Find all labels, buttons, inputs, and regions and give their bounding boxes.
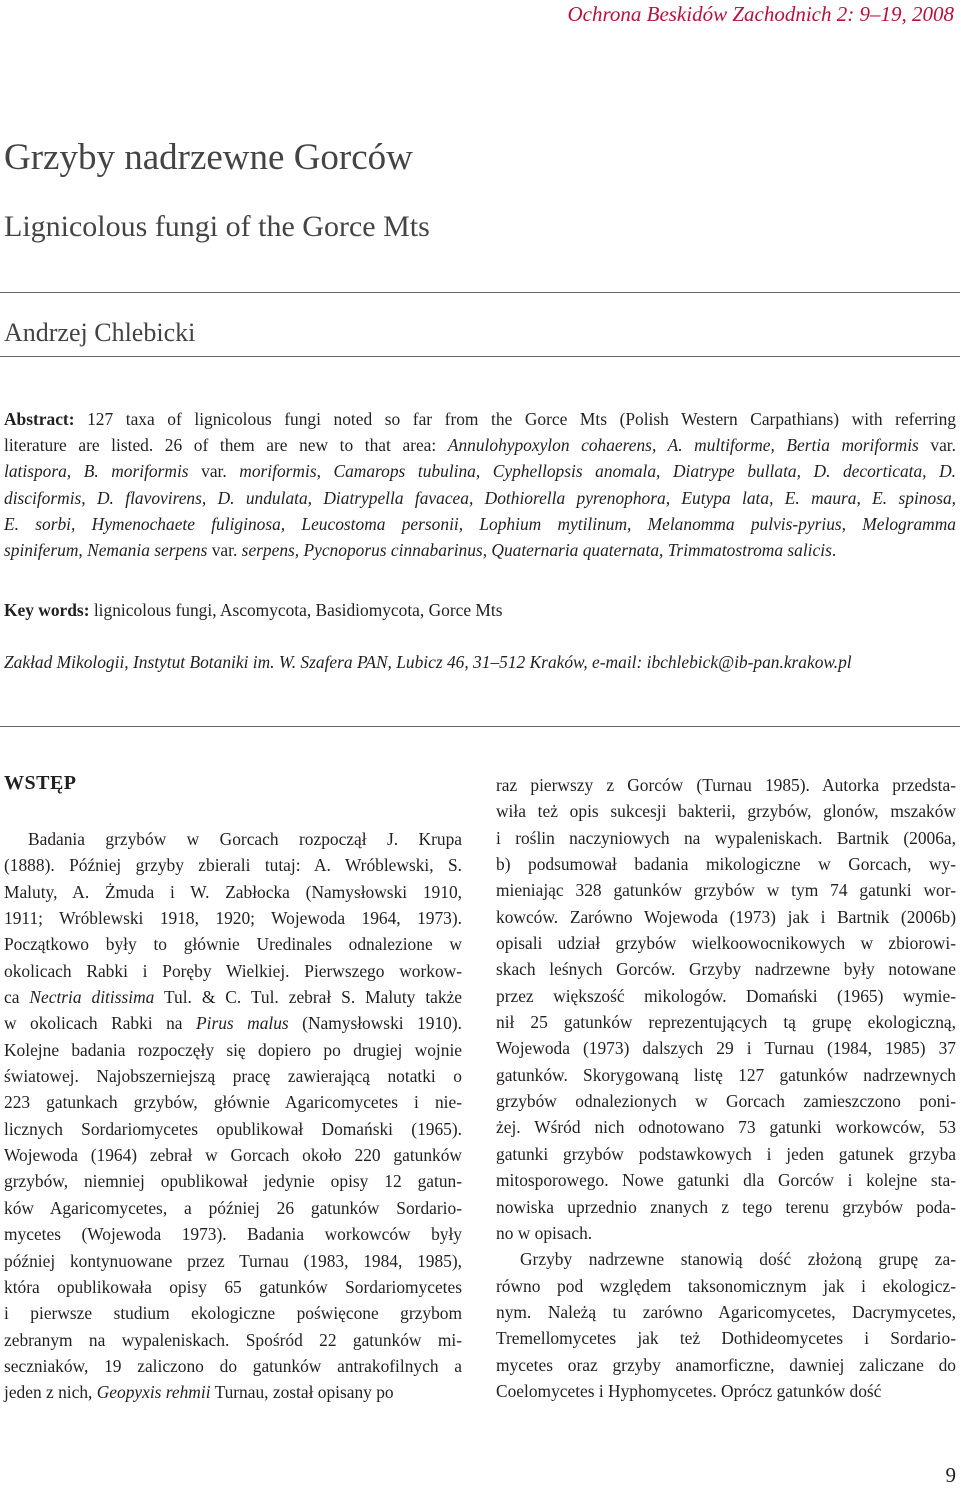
text-line bbox=[4, 1089, 462, 1115]
text-run: Grzyby nadrzewne stanowią dość złożoną grupę za- bbox=[520, 1249, 956, 1270]
text-run: Tremellomycetes jak też Dothideomycetes i Sordario- bbox=[496, 1328, 956, 1349]
text-line bbox=[496, 798, 956, 824]
text-line bbox=[496, 1167, 956, 1193]
text-line bbox=[4, 1327, 462, 1353]
text-line bbox=[496, 983, 956, 1009]
text-line bbox=[4, 826, 462, 852]
text-run: kowców. Zarówno Wojewoda (1973) jak i Bartnik (2006b) bbox=[496, 906, 956, 927]
text-run: Wojewoda (1964) zebrał w Gorcach około 220 gatunków bbox=[4, 1145, 462, 1166]
text-line bbox=[4, 931, 462, 957]
text-line bbox=[4, 432, 956, 458]
text-run: Kolejne badania rozpoczęły się dopiero po drugiej wojnie bbox=[4, 1039, 462, 1060]
keywords-text: lignicolous fungi, Ascomycota, Basidiomycota, Gorce Mts bbox=[89, 600, 503, 620]
text-run: wiła też opis sukcesji bakterii, grzybów, glonów, mszaków bbox=[496, 801, 956, 822]
text-line bbox=[4, 958, 462, 984]
text-line bbox=[496, 1299, 956, 1325]
text-run: mycetes oraz grzyby anamorficzne, dawniej zaliczane do bbox=[496, 1354, 956, 1375]
body-column-right bbox=[496, 772, 956, 1404]
text-run: var. bbox=[188, 461, 240, 482]
text-run: var. bbox=[918, 435, 956, 456]
text-run: . bbox=[831, 539, 837, 560]
abstract-label: Abstract: bbox=[4, 409, 75, 429]
title-english: Lignicolous fungi of the Gorce Mts bbox=[4, 210, 430, 243]
italic-taxon: spiniferum, Nemania serpens bbox=[4, 539, 208, 560]
text-line bbox=[496, 930, 956, 956]
text-run: mieniając 328 gatunków grzybów w tym 74 gatunki wor- bbox=[496, 880, 956, 901]
text-line bbox=[496, 1273, 956, 1299]
italic-taxon: sorbi, Hymenochaete fuliginosa, Leucostoma personii, Lophium mytilinum, Melanomma pulvis-pyrius, Melogramma bbox=[18, 513, 956, 534]
text-run: gatunki grzybów podstawkowych i jeden gatunek grzyba bbox=[496, 1143, 956, 1164]
text-line bbox=[496, 1194, 956, 1220]
text-line bbox=[496, 877, 956, 903]
author-name: Andrzej Chlebicki bbox=[4, 318, 196, 347]
affiliation: Zakład Mikologii, Instytut Botaniki im. W. Szafera PAN, Lubicz 46, 31–512 Kraków, e-mail: ibchlebick@ib-pan.krakow.pl bbox=[4, 652, 852, 672]
text-line bbox=[4, 511, 956, 537]
text-run: 1911; Wróblewski 1918, 1920; Wojewoda 1964, 1973). bbox=[4, 908, 462, 929]
text-line bbox=[496, 1378, 956, 1404]
title-polish: Grzyby nadrzewne Gorców bbox=[4, 137, 413, 178]
text-run: gatunków. Skorygowaną listę 127 gatunków nadrzewnych bbox=[496, 1064, 956, 1085]
text-run: zebranym na wypaleniskach. Spośród 22 gatunków mi- bbox=[4, 1329, 462, 1350]
italic-taxon: Geopyxis rehmii bbox=[96, 1382, 211, 1403]
italic-taxon: Nectria ditissima bbox=[29, 987, 155, 1008]
italic-taxon: undulata, Diatrypella favacea, Dothiorella pyrenophora, Eutypa lata, E. maura, E. spinosa, bbox=[234, 487, 956, 508]
text-line bbox=[496, 1009, 956, 1035]
running-head: Ochrona Beskidów Zachodnich 2: 9–19, 2008 bbox=[567, 2, 954, 26]
text-run: mycetes (Wojewoda 1973). Badania workowców były bbox=[4, 1224, 462, 1245]
text-run: literature are listed. 26 of them are new to that area: bbox=[4, 435, 448, 456]
text-run: 223 gatunkach grzybów, głównie Agaricomycetes i nie- bbox=[4, 1092, 462, 1113]
text-run: później kontynuowane przez Turnau (1983, 1984, 1985), bbox=[4, 1250, 462, 1271]
text-line bbox=[496, 1220, 956, 1246]
text-line bbox=[4, 1274, 462, 1300]
section-heading-wstep: WSTĘP bbox=[4, 772, 77, 794]
text-run: i pierwsze studium ekologiczne poświęcone grzybom bbox=[4, 1303, 462, 1324]
divider-top bbox=[0, 292, 960, 293]
text-run: mitosporowego. Nowe gatunki dla Gorców i kolejne sta- bbox=[496, 1170, 956, 1191]
text-line bbox=[4, 1353, 462, 1379]
text-line bbox=[4, 1300, 462, 1326]
text-line bbox=[496, 851, 956, 877]
text-line bbox=[496, 825, 956, 851]
text-line bbox=[4, 537, 956, 563]
text-run: nił 25 gatunków reprezentujących tą grupę ekologiczną, bbox=[496, 1012, 956, 1033]
italic-taxon: serpens, Pycnoporus cinnabarinus, Quaternaria quaternata, Trimmatostroma salicis bbox=[241, 539, 832, 560]
text-line bbox=[4, 1010, 462, 1036]
text-run: grzybów odnalezionych w Gorcach zamieszczono poni- bbox=[496, 1091, 956, 1112]
text-run: raz pierwszy z Gorców (Turnau 1985). Autorka przedsta- bbox=[496, 775, 956, 795]
text-line bbox=[4, 1116, 462, 1142]
text-run: Turnau, został opisany po bbox=[210, 1382, 394, 1403]
text-line bbox=[4, 905, 462, 931]
text-line bbox=[4, 1142, 462, 1168]
text-run: licznych Sordariomycetes opublikował Domański (1965). bbox=[4, 1118, 462, 1139]
text-run: Wojewoda (1973) dalszych 29 i Turnau (1984, 1985) 37 bbox=[496, 1038, 956, 1059]
page-number: 9 bbox=[945, 1463, 956, 1487]
text-run: (Namysłowski 1910). bbox=[288, 1013, 462, 1034]
text-run: Coelomycetes i Hyphomycetes. Oprócz gatunków dość bbox=[496, 1380, 882, 1401]
text-line bbox=[496, 1035, 956, 1061]
text-run: równo pod względem taksonomicznym jak i ekologicz- bbox=[496, 1275, 956, 1296]
text-line bbox=[496, 1114, 956, 1140]
text-line bbox=[496, 1325, 956, 1351]
text-run: 127 taxa of lignicolous fungi noted so far from the Gorce Mts (Polish Western Carpathians) with referring bbox=[74, 409, 956, 429]
text-line bbox=[4, 1037, 462, 1063]
text-run: no w opisach. bbox=[496, 1222, 593, 1243]
text-line bbox=[496, 1141, 956, 1167]
text-line bbox=[4, 1248, 462, 1274]
italic-taxon: Annulohypoxylon cohaerens, A. multiforme, Bertia moriformis bbox=[447, 435, 919, 456]
text-run: var. bbox=[207, 539, 242, 560]
text-run: w okolicach Rabki na bbox=[4, 1013, 196, 1034]
text-run: ca bbox=[4, 987, 30, 1008]
text-line bbox=[4, 1063, 462, 1089]
body-column-left bbox=[4, 826, 462, 1406]
text-run: która opublikowała opisy 65 gatunków Sordariomycetes bbox=[4, 1276, 462, 1297]
text-run: b) podsumował badania mikologiczne w Gorcach, wy- bbox=[496, 854, 956, 875]
italic-taxon: Pirus malus bbox=[195, 1013, 289, 1034]
text-line bbox=[496, 772, 956, 798]
text-run: nowiska uprzednio znanych z tego terenu grzybów poda- bbox=[496, 1196, 956, 1217]
text-run: opisali udział grzybów wielkoowocnikowych w zbiorowi- bbox=[496, 933, 956, 954]
text-line bbox=[4, 485, 956, 511]
text-line bbox=[496, 1246, 956, 1272]
text-run: Początkowo były to głównie Uredinales odnalezione w bbox=[4, 934, 462, 955]
text-line bbox=[496, 1352, 956, 1378]
text-line bbox=[4, 879, 462, 905]
text-run: Maluty, A. Żmuda i W. Zabłocka (Namysłowski 1910, bbox=[4, 881, 462, 902]
text-line bbox=[4, 1168, 462, 1194]
text-line bbox=[496, 1088, 956, 1114]
text-line bbox=[4, 1195, 462, 1221]
text-line bbox=[4, 406, 956, 432]
italic-taxon: E. bbox=[4, 513, 19, 534]
text-run: nym. Należą tu zarówno Agaricomycetes, Dacrymycetes, bbox=[496, 1301, 956, 1322]
text-line bbox=[4, 852, 462, 878]
text-run: jeden z nich, bbox=[4, 1382, 97, 1403]
text-run: Tul. & C. Tul. zebrał S. Maluty także bbox=[154, 987, 463, 1008]
text-line bbox=[4, 1221, 462, 1247]
text-run: seczniaków, 19 zaliczono do gatunków antrakofilnych a bbox=[4, 1355, 462, 1376]
italic-taxon: moriformis, Camarops tubulina, Cyphellopsis anomala, Diatrype bullata, D. decorticata, D. bbox=[239, 461, 956, 482]
text-run: okolicach Rabki i Poręby Wielkiej. Pierwszego workow- bbox=[4, 960, 462, 981]
text-run: i roślin naczyniowych na wypaleniskach. Bartnik (2006a, bbox=[496, 827, 956, 848]
keywords bbox=[4, 597, 502, 623]
text-run: ków Agaricomycetes, a później 26 gatunków Sordario- bbox=[4, 1197, 462, 1218]
keywords-label: Key words: bbox=[4, 600, 90, 620]
text-run: Badania grzybów w Gorcach rozpoczął J. Krupa bbox=[28, 829, 462, 849]
text-run: (1888). Później grzyby zbierali tutaj: A. Wróblewski, S. bbox=[4, 855, 462, 876]
text-line bbox=[496, 956, 956, 982]
abstract bbox=[4, 406, 956, 563]
text-run: skach leśnych Gorców. Grzyby nadrzewne były notowane bbox=[496, 959, 956, 980]
text-run: żej. Wśród nich odnotowano 73 gatunki workowców, 53 bbox=[496, 1117, 956, 1138]
text-run: grzybów, niemniej opublikował jedynie opisy 12 gatun- bbox=[4, 1171, 462, 1192]
italic-taxon: latispora, B. moriformis bbox=[4, 461, 189, 482]
text-run: światowej. Najobszerniejszą pracę zawierającą notatki o bbox=[4, 1066, 462, 1087]
italic-taxon: disciformis, D. flavovirens, D. bbox=[4, 487, 235, 508]
text-line bbox=[496, 1062, 956, 1088]
text-line bbox=[4, 984, 462, 1010]
divider-header-end bbox=[0, 726, 960, 727]
text-line bbox=[4, 458, 956, 484]
divider-author bbox=[0, 356, 960, 357]
text-run: przez większość mikologów. Domański (1965) wymie- bbox=[496, 985, 956, 1006]
text-line bbox=[496, 904, 956, 930]
abstract-body bbox=[4, 406, 956, 563]
text-line bbox=[4, 1379, 462, 1405]
